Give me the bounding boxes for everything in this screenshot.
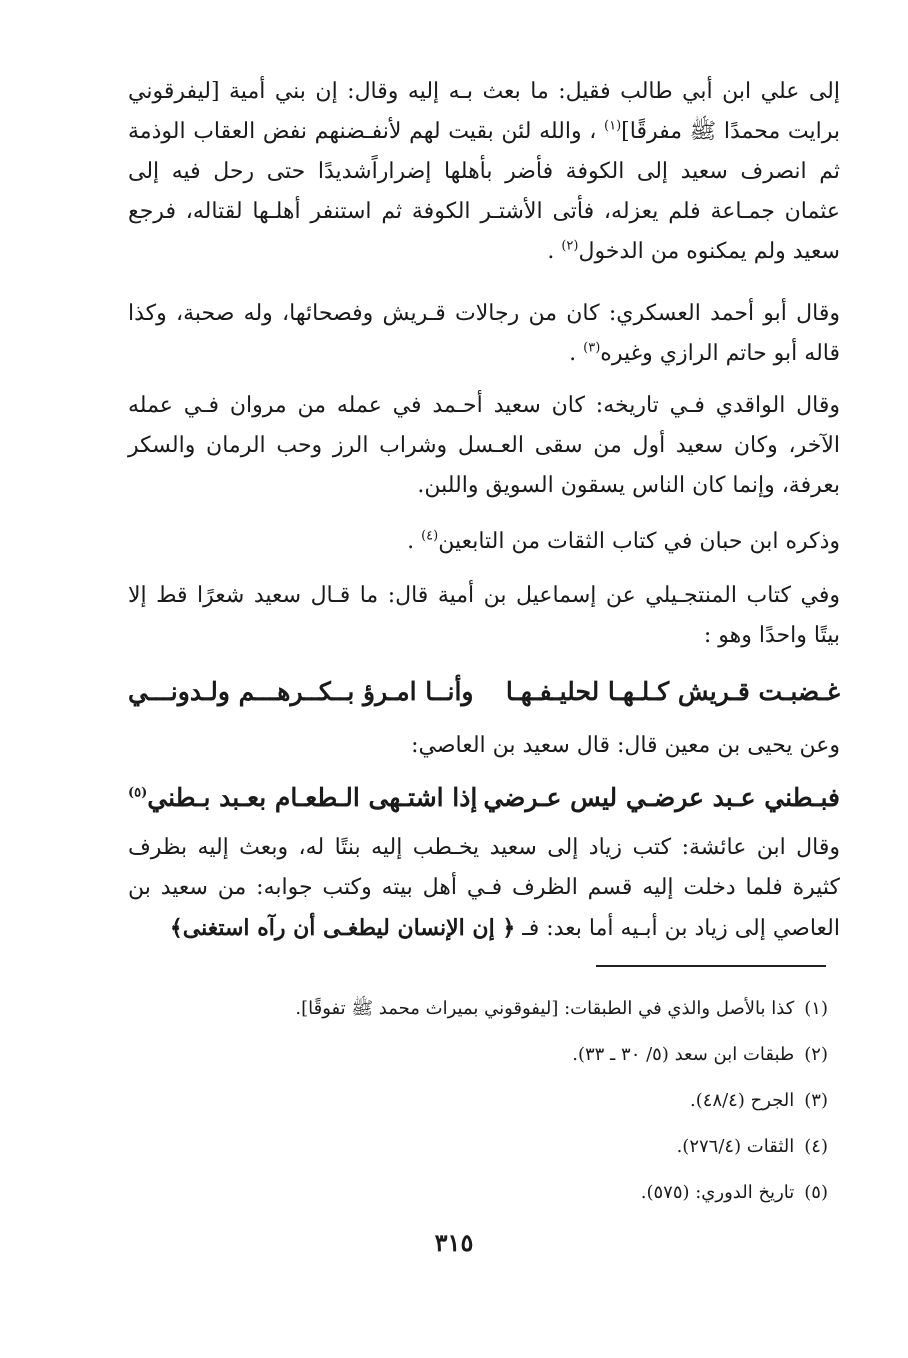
footnote-1 — [128, 986, 828, 1032]
paragraph-4-text-b: . — [407, 529, 422, 554]
paragraph-2 — [128, 294, 840, 374]
poem-verse-1-second-hemistich: وأنــا امـرؤ بــكــرهـــم ولـدونـــي — [128, 677, 474, 706]
footnote-2 — [128, 1032, 828, 1078]
footnote-3-text: الجرح (٤٨/٤). — [690, 1090, 795, 1111]
footnote-4-number: (٤) — [804, 1136, 828, 1157]
paragraph-3-text: وقال الواقدي فـي تاريخه: كان سعيد أحـمد في عمله من مروان فـي عمله الآخر، وكان سعيد أول من سقى العـسل وشراب الرز وحب الرمان والسكر بعرفة، وإنما كان الناس يسقون السويق واللبن. — [128, 393, 840, 498]
poem-verse-2-second-hemistich: إذا اشتـهى الـطعـام بعـبد بـطني — [147, 783, 478, 812]
footnote-2-number: (٢) — [804, 1044, 828, 1065]
footnote-ref-5: (٥) — [128, 785, 148, 801]
poem-verse-2-first-hemistich: فبـطني عـبد عرضـي ليس عـرضي — [483, 783, 840, 812]
poem-verse-1-first-hemistich: غـضبـت قـريش كـلـهـا لحليـفـهـا — [505, 677, 840, 706]
paragraph-3 — [128, 386, 840, 506]
paragraph-1-text-b: ، والله لئن بقيت لهم لأنفـضنهم نفض العقاب الوذمة ثم انصرف سعيد إلى الكوفة فأضر بأهلها إضراراًشديدًا حتى رحل فيه إلى عثمان جمـاعة فلم يعزله، فأتى الأشتـر الكوفة ثم استنفر أهلـها لقتاله، فرجع سعيد ولم يمكنوه من الدخول — [128, 119, 840, 264]
footnote-ref-2: (٢) — [561, 238, 579, 254]
footnote-5 — [128, 1170, 828, 1216]
footnote-ref-3: (٣) — [583, 340, 601, 356]
paragraph-4 — [128, 522, 840, 562]
paragraph-7 — [128, 828, 840, 949]
poem-verse-1 — [128, 672, 840, 712]
footnote-5-text: تاريخ الدوري: (٥٧٥). — [640, 1182, 795, 1203]
footnote-5-number: (٥) — [804, 1182, 828, 1203]
poem-verse-2 — [128, 778, 840, 818]
paragraph-1-text-a: إلى علي ابن أبي طالب فقيل: ما بعث بـه إليه وقال: إن بني أمية [ليفرقوني برايت محمدًا ﷺ مفرقًا] — [128, 79, 840, 144]
footnote-1-number: (١) — [804, 998, 828, 1019]
page-number: ٣١٥ — [434, 1228, 474, 1257]
paragraph-7-text: وقال ابن عائشة: كتب زياد إلى سعيد يخـطب إليه بنتًا له، وبعث إليه بظرف كثيرة فلما دخلت إليه قسم الظرف فـي أهل بيته وكتب جوابه: من سعيد بن العاصي إلى زياد بن أبـيه أما بعد: فـ — [128, 835, 840, 941]
footnote-3 — [128, 1078, 828, 1124]
quran-verse: ﴿ إن الإنسان ليطغـى أن رآه استغنى﴾ — [169, 915, 516, 941]
paragraph-2-text-a: وقال أبو أحمد العسكري: كان من رجالات قـريش وفصحائها، وله صحبة، وكذا قاله أبو حاتم الرازي وغيره — [128, 301, 840, 366]
footnote-ref-4: (٤) — [421, 528, 439, 544]
paragraph-2-text-b: . — [569, 341, 584, 366]
footnote-4 — [128, 1124, 828, 1170]
paragraph-1 — [128, 72, 840, 272]
footnotes — [128, 986, 828, 1216]
footnote-4-text: الثقات (٢٧٦/٤). — [676, 1136, 795, 1157]
paragraph-5-text: وفي كتاب المنتجـيلي عن إسماعيل بن أمية قال: ما قـال سعيد شعرًا قط إلا بيتًا واحدًا وهو : — [128, 583, 840, 648]
paragraph-1-text-c: . — [547, 239, 562, 264]
footnote-1-text: كذا بالأصل والذي في الطبقات: [ليفوقوني بميراث محمد ﷺ تفوقًا]. — [295, 998, 795, 1019]
paragraph-6 — [128, 726, 840, 766]
footnote-separator — [596, 965, 826, 967]
paragraph-5 — [128, 576, 840, 656]
paragraph-6-text: وعن يحيى بن معين قال: قال سعيد بن العاصي: — [411, 733, 840, 758]
paragraph-4-text-a: وذكره ابن حبان في كتاب الثقات من التابعين — [438, 529, 840, 554]
footnote-2-text: طبقات ابن سعد (٥/ ٣٠ ـ ٣٣). — [572, 1044, 795, 1065]
footnote-3-number: (٣) — [804, 1090, 828, 1111]
footnote-ref-1: (١) — [604, 118, 622, 134]
